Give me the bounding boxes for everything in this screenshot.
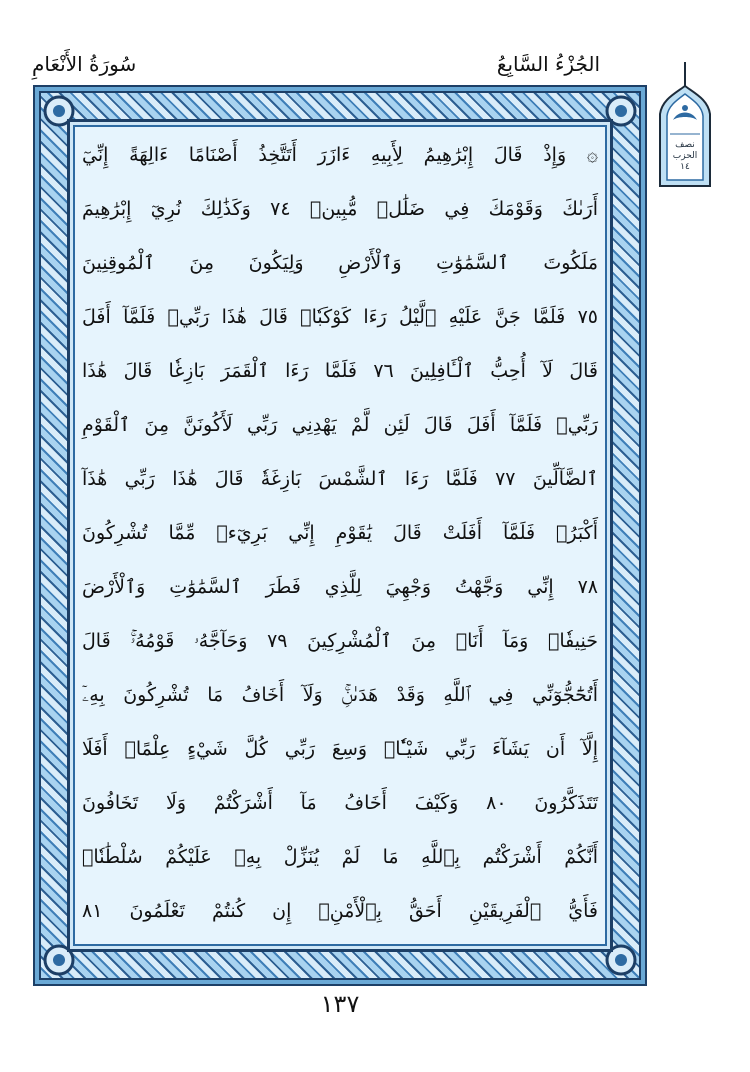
text-panel (67, 119, 613, 952)
hizb-line-1: نصف (675, 140, 695, 150)
text-line: أَرَىٰكَ وَقَوْمَكَ فِي ضَلَٰلٖ مُّبِينٖ ٧٤ وَكَذَٰلِكَ نُرِيٓ إِبْرَٰهِيمَ (82, 198, 598, 220)
text-line: ٱلضَّآلِّينَ ٧٧ فَلَمَّا رَءَا ٱلشَّمْسَ بَازِغَةٗ قَالَ هَٰذَا رَبِّي هَٰذَآ (82, 468, 598, 490)
text-line: إِلَّآ أَن يَشَآءَ رَبِّي شَيْـٔٗاۚ وَسِعَ رَبِّي كُلَّ شَيْءٍ عِلْمًاۚ أَفَلَا (82, 738, 598, 760)
text-line: أَنَّكُمْ أَشْرَكْتُم بِٱللَّهِ مَا لَمْ يُنَزِّلْ بِهِۦ عَلَيْكُمْ سُلْطَٰنٗاۚ (82, 846, 598, 868)
hizb-line-2: الحزب (672, 151, 698, 161)
hizb-label (656, 140, 714, 173)
text-line: مَلَكُوتَ ٱلسَّمَٰوَٰتِ وَٱلْأَرْضِ وَلِيَكُونَ مِنَ ٱلْمُوقِنِينَ (82, 252, 598, 274)
text-line: فَأَيُّ ٱلْفَرِيقَيْنِ أَحَقُّ بِٱلْأَمْنِۖ إِن كُنتُمْ تَعْلَمُونَ ٨١ (82, 900, 598, 922)
text-line: تَتَذَكَّرُونَ ٨٠ وَكَيْفَ أَخَافُ مَآ أَشْرَكْتُمْ وَلَا تَخَافُونَ (82, 792, 598, 814)
juz-title: الجُزْءُ السَّابِعُ (496, 52, 600, 76)
text-line: حَنِيفٗاۖ وَمَآ أَنَا۠ مِنَ ٱلْمُشْرِكِينَ ٧٩ وَحَآجَّهُۥ قَوْمُهُۥۚ قَالَ (82, 630, 598, 652)
text-line: ٧٥ فَلَمَّا جَنَّ عَلَيْهِ ٱلَّيْلُ رَءَا كَوْكَبٗاۖ قَالَ هَٰذَا رَبِّيۖ فَلَمَّآ أَفَلَ (82, 306, 598, 328)
marker-stem (684, 62, 686, 86)
hizb-marker (656, 62, 714, 190)
text-line: أَكْبَرُۖ فَلَمَّآ أَفَلَتْ قَالَ يَٰقَوْمِ إِنِّي بَرِيٓءٞ مِّمَّا تُشْرِكُونَ (82, 522, 598, 544)
page-frame (33, 85, 647, 986)
text-line: ٧٨ إِنِّي وَجَّهْتُ وَجْهِيَ لِلَّذِي فَطَرَ ٱلسَّمَٰوَٰتِ وَٱلْأَرْضَ (82, 576, 598, 598)
surah-title: سُورَةُ الأَنْعَامِ (32, 52, 137, 76)
verse-lines (78, 128, 602, 938)
text-line: أَتُحَٰٓجُّوٓنِّي فِي ٱللَّهِ وَقَدْ هَدَىٰنِۚ وَلَآ أَخَافُ مَا تُشْرِكُونَ بِهِۦٓ (82, 684, 598, 706)
text-line: رَبِّيۖ فَلَمَّآ أَفَلَ قَالَ لَئِن لَّمْ يَهْدِنِي رَبِّي لَأَكُونَنَّ مِنَ ٱلْقَوْمِ (82, 414, 598, 436)
text-line: قَالَ لَآ أُحِبُّ ٱلْـَٔافِلِينَ ٧٦ فَلَمَّا رَءَا ٱلْقَمَرَ بَازِغٗا قَالَ هَٰذَا (82, 360, 599, 382)
hizb-line-3: ١٤ (680, 162, 690, 172)
text-line: ۞ وَإِذْ قَالَ إِبْرَٰهِيمُ لِأَبِيهِ ءَازَرَ أَتَتَّخِذُ أَصْنَامًا ءَالِهَةً إِنِّيٓ (82, 144, 598, 166)
page-number: ١٣٧ (320, 990, 360, 1018)
